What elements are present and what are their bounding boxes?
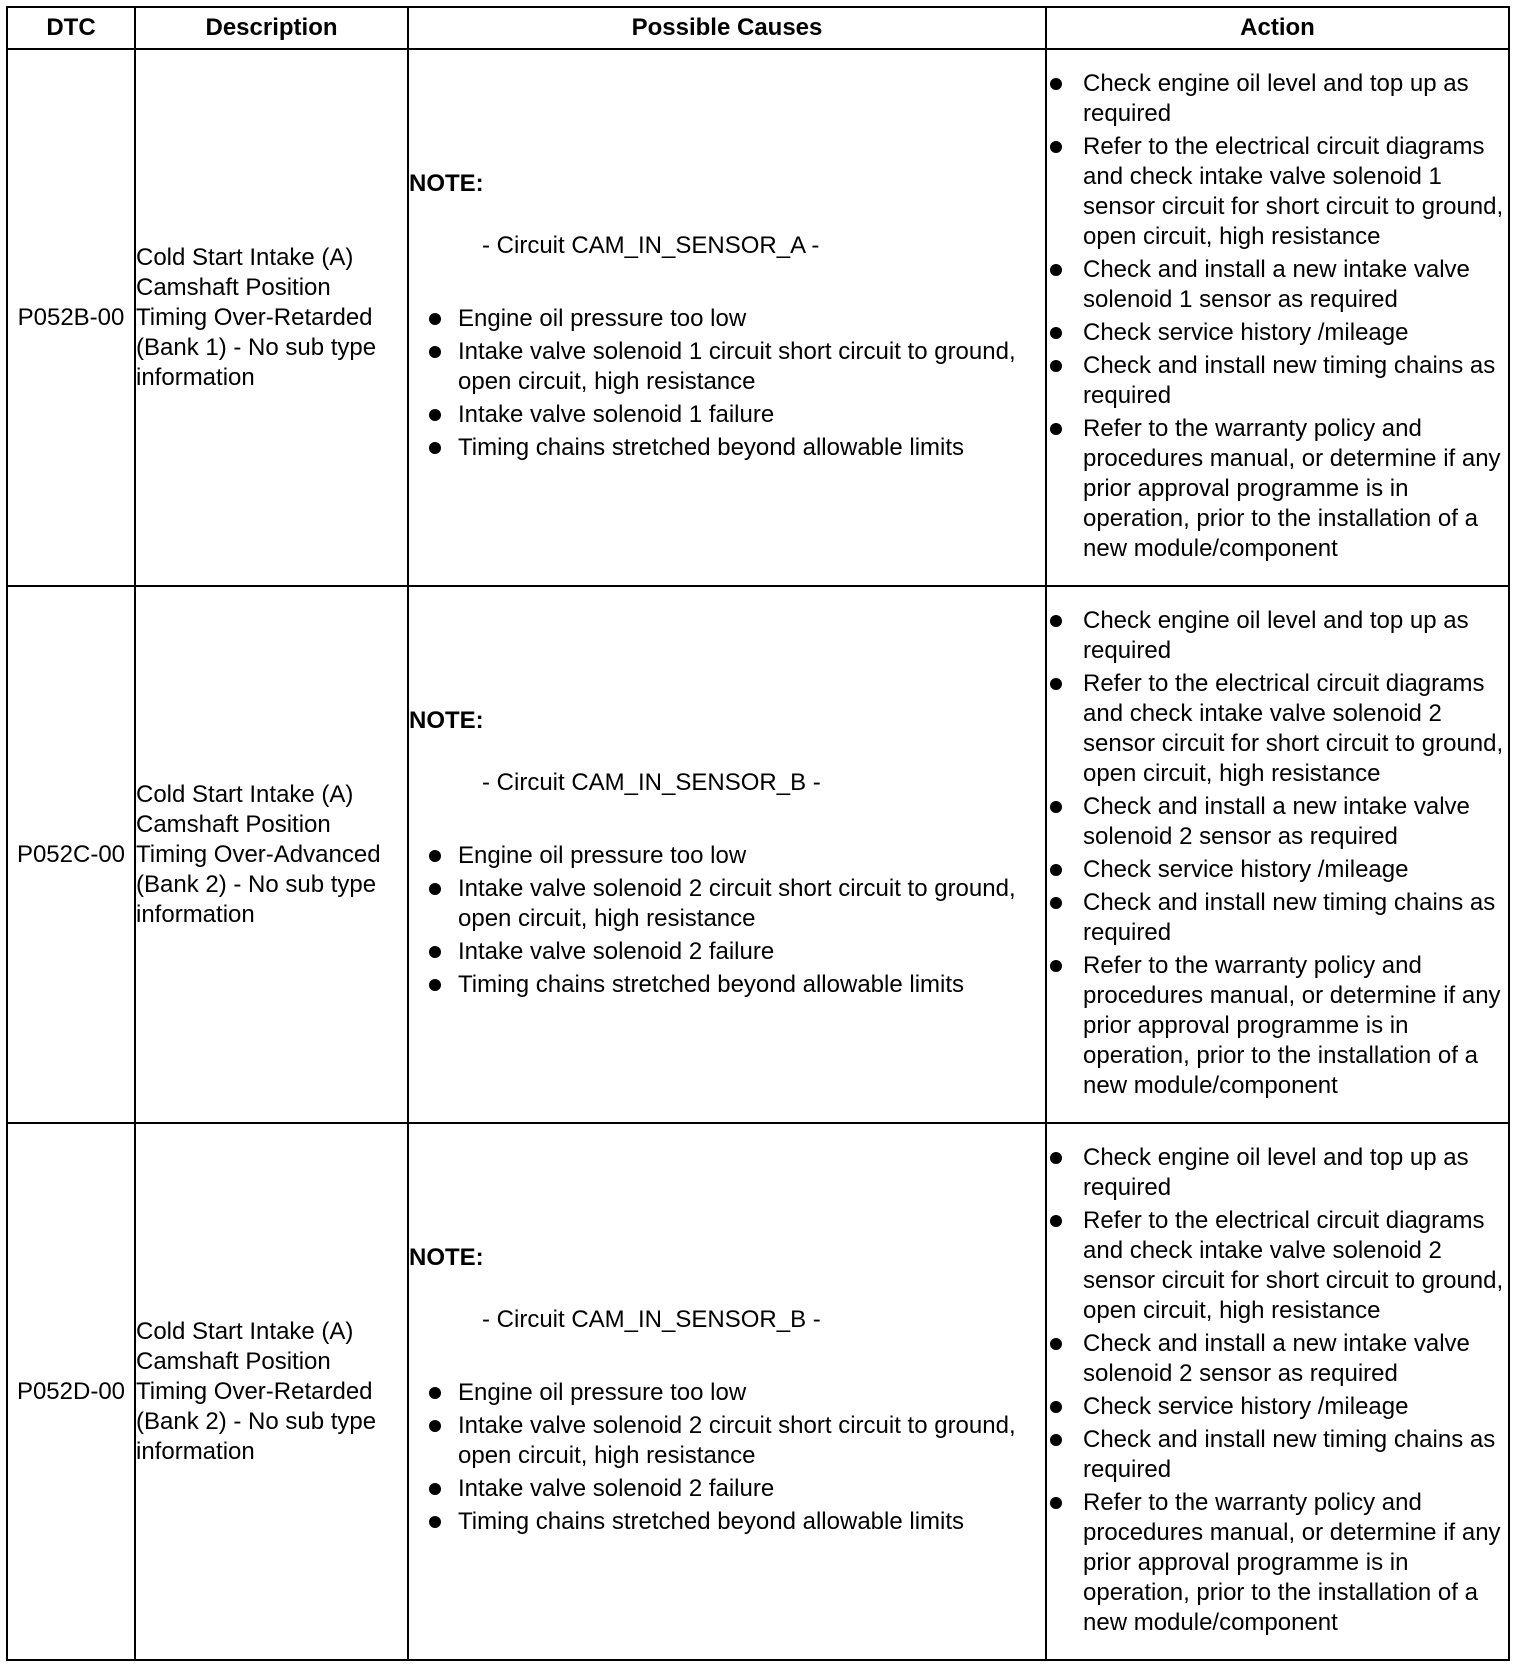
bullet-icon	[1050, 864, 1062, 876]
action-item	[1047, 888, 1508, 948]
action-item	[1047, 414, 1508, 564]
bullet-icon	[1050, 1434, 1062, 1446]
action-item-text: Check service history /mileage	[1083, 318, 1409, 346]
cause-item	[409, 1378, 1045, 1408]
action-item	[1047, 1392, 1508, 1422]
note-label: NOTE:	[409, 170, 484, 197]
cause-item-text: Timing chains stretched beyond allowable limits	[458, 971, 965, 998]
header-description: Description	[135, 7, 408, 49]
cause-list	[409, 304, 1045, 463]
cause-item-text: Intake valve solenoid 1 circuit short circuit to ground, open circuit, high resistance	[458, 338, 1016, 395]
cause-item	[409, 337, 1045, 397]
dtc-code: P052B-00	[7, 49, 135, 586]
action-item-text: Refer to the warranty policy and procedures manual, or determine if any prior approval programme is in operation, prior to the installation of a new module/component	[1083, 1488, 1501, 1636]
cause-list	[409, 841, 1045, 1000]
action-item	[1047, 669, 1508, 789]
cause-item-text: Engine oil pressure too low	[458, 305, 747, 332]
action-item	[1047, 1143, 1508, 1203]
cause-item-text: Intake valve solenoid 2 failure	[458, 938, 775, 965]
cause-item	[409, 841, 1045, 871]
cause-item-text: Intake valve solenoid 1 failure	[458, 401, 775, 428]
possible-causes-cell	[408, 586, 1046, 1123]
circuit-name: - Circuit CAM_IN_SENSOR_A -	[482, 232, 820, 259]
bullet-icon	[429, 442, 441, 454]
bullet-icon	[429, 979, 441, 991]
bullet-icon	[1050, 1497, 1062, 1509]
action-list	[1047, 69, 1508, 564]
action-item	[1047, 951, 1508, 1101]
circuit-name: - Circuit CAM_IN_SENSOR_B -	[482, 1306, 821, 1333]
action-item-text: Check and install a new intake valve solenoid 1 sensor as required	[1083, 255, 1470, 313]
bullet-icon	[429, 946, 441, 958]
note-label: NOTE:	[409, 707, 484, 734]
action-item	[1047, 606, 1508, 666]
action-item-text: Check and install a new intake valve solenoid 2 sensor as required	[1083, 792, 1470, 850]
bullet-icon	[429, 1516, 441, 1528]
bullet-icon	[429, 313, 441, 325]
action-list	[1047, 606, 1508, 1101]
action-item-text: Check and install new timing chains as required	[1083, 888, 1496, 946]
cause-item	[409, 970, 1045, 1000]
bullet-icon	[1050, 1401, 1062, 1413]
circuit-name: - Circuit CAM_IN_SENSOR_B -	[482, 769, 821, 796]
cause-item-text: Intake valve solenoid 2 failure	[458, 1475, 775, 1502]
bullet-icon	[1050, 1338, 1062, 1350]
bullet-icon	[1050, 1215, 1062, 1227]
action-item-text: Check engine oil level and top up as required	[1083, 1143, 1469, 1201]
action-item-text: Refer to the electrical circuit diagrams and check intake valve solenoid 2 sensor circuit for short circuit to ground, open circuit, high resistance	[1083, 669, 1504, 787]
action-item-text: Check and install a new intake valve solenoid 2 sensor as required	[1083, 1329, 1470, 1387]
action-item-text: Refer to the electrical circuit diagrams and check intake valve solenoid 1 sensor circuit for short circuit to ground, open circuit, high resistance	[1083, 132, 1504, 250]
action-cell	[1046, 49, 1509, 586]
action-item-text: Refer to the warranty policy and procedures manual, or determine if any prior approval programme is in operation, prior to the installation of a new module/component	[1083, 414, 1501, 562]
action-item	[1047, 1488, 1508, 1638]
table-row	[7, 1123, 1509, 1660]
cause-item	[409, 1474, 1045, 1504]
cause-item	[409, 433, 1045, 463]
possible-causes-cell	[408, 1123, 1046, 1660]
bullet-icon	[1050, 615, 1062, 627]
dtc-code: P052D-00	[7, 1123, 135, 1660]
dtc-description: Cold Start Intake (A) Camshaft Position Timing Over-Retarded (Bank 2) - No sub type information	[135, 1123, 408, 1660]
dtc-description: Cold Start Intake (A) Camshaft Position Timing Over-Advanced (Bank 2) - No sub type information	[135, 586, 408, 1123]
header-dtc: DTC	[7, 7, 135, 49]
cause-list	[409, 1378, 1045, 1537]
cause-item	[409, 1411, 1045, 1471]
bullet-icon	[1050, 141, 1062, 153]
action-item-text: Check and install new timing chains as required	[1083, 1425, 1496, 1483]
bullet-icon	[1050, 264, 1062, 276]
header-action: Action	[1046, 7, 1509, 49]
note-label: NOTE:	[409, 1244, 484, 1271]
possible-causes-cell	[408, 49, 1046, 586]
action-item	[1047, 255, 1508, 315]
cause-item-text: Engine oil pressure too low	[458, 842, 747, 869]
bullet-icon	[429, 1387, 441, 1399]
bullet-icon	[429, 850, 441, 862]
bullet-icon	[1050, 960, 1062, 972]
action-item	[1047, 132, 1508, 252]
action-item-text: Check engine oil level and top up as required	[1083, 606, 1469, 664]
cause-item	[409, 304, 1045, 334]
action-cell	[1046, 586, 1509, 1123]
cause-item	[409, 874, 1045, 934]
bullet-icon	[429, 346, 441, 358]
cause-item-text: Timing chains stretched beyond allowable limits	[458, 434, 965, 461]
action-item-text: Check engine oil level and top up as required	[1083, 69, 1469, 127]
bullet-icon	[1050, 360, 1062, 372]
action-list	[1047, 1143, 1508, 1638]
header-row	[7, 7, 1509, 49]
action-item-text: Check service history /mileage	[1083, 1392, 1409, 1420]
action-item	[1047, 1206, 1508, 1326]
cause-item	[409, 400, 1045, 430]
bullet-icon	[1050, 327, 1062, 339]
action-item	[1047, 1329, 1508, 1389]
cause-item-text: Intake valve solenoid 2 circuit short circuit to ground, open circuit, high resistance	[458, 1412, 1016, 1469]
bullet-icon	[1050, 678, 1062, 690]
action-cell	[1046, 1123, 1509, 1660]
cause-item	[409, 1507, 1045, 1537]
action-item	[1047, 1425, 1508, 1485]
bullet-icon	[1050, 423, 1062, 435]
table-row	[7, 586, 1509, 1123]
table-body	[7, 49, 1509, 1660]
action-item	[1047, 318, 1508, 348]
dtc-table	[6, 6, 1510, 1661]
bullet-icon	[1050, 801, 1062, 813]
cause-item-text: Timing chains stretched beyond allowable limits	[458, 1508, 965, 1535]
bullet-icon	[429, 409, 441, 421]
action-item-text: Check and install new timing chains as required	[1083, 351, 1496, 409]
action-item-text: Check service history /mileage	[1083, 855, 1409, 883]
action-item	[1047, 351, 1508, 411]
dtc-description: Cold Start Intake (A) Camshaft Position Timing Over-Retarded (Bank 1) - No sub type information	[135, 49, 408, 586]
cause-item-text: Intake valve solenoid 2 circuit short circuit to ground, open circuit, high resistance	[458, 875, 1016, 932]
action-item	[1047, 855, 1508, 885]
bullet-icon	[429, 1483, 441, 1495]
action-item	[1047, 792, 1508, 852]
bullet-icon	[1050, 1152, 1062, 1164]
action-item	[1047, 69, 1508, 129]
action-item-text: Refer to the warranty policy and procedures manual, or determine if any prior approval programme is in operation, prior to the installation of a new module/component	[1083, 951, 1501, 1099]
cause-item-text: Engine oil pressure too low	[458, 1379, 747, 1406]
bullet-icon	[429, 883, 441, 895]
table-row	[7, 49, 1509, 586]
header-possible-causes: Possible Causes	[408, 7, 1046, 49]
bullet-icon	[1050, 78, 1062, 90]
bullet-icon	[1050, 897, 1062, 909]
cause-item	[409, 937, 1045, 967]
bullet-icon	[429, 1420, 441, 1432]
dtc-code: P052C-00	[7, 586, 135, 1123]
action-item-text: Refer to the electrical circuit diagrams and check intake valve solenoid 2 sensor circuit for short circuit to ground, open circuit, high resistance	[1083, 1206, 1504, 1324]
